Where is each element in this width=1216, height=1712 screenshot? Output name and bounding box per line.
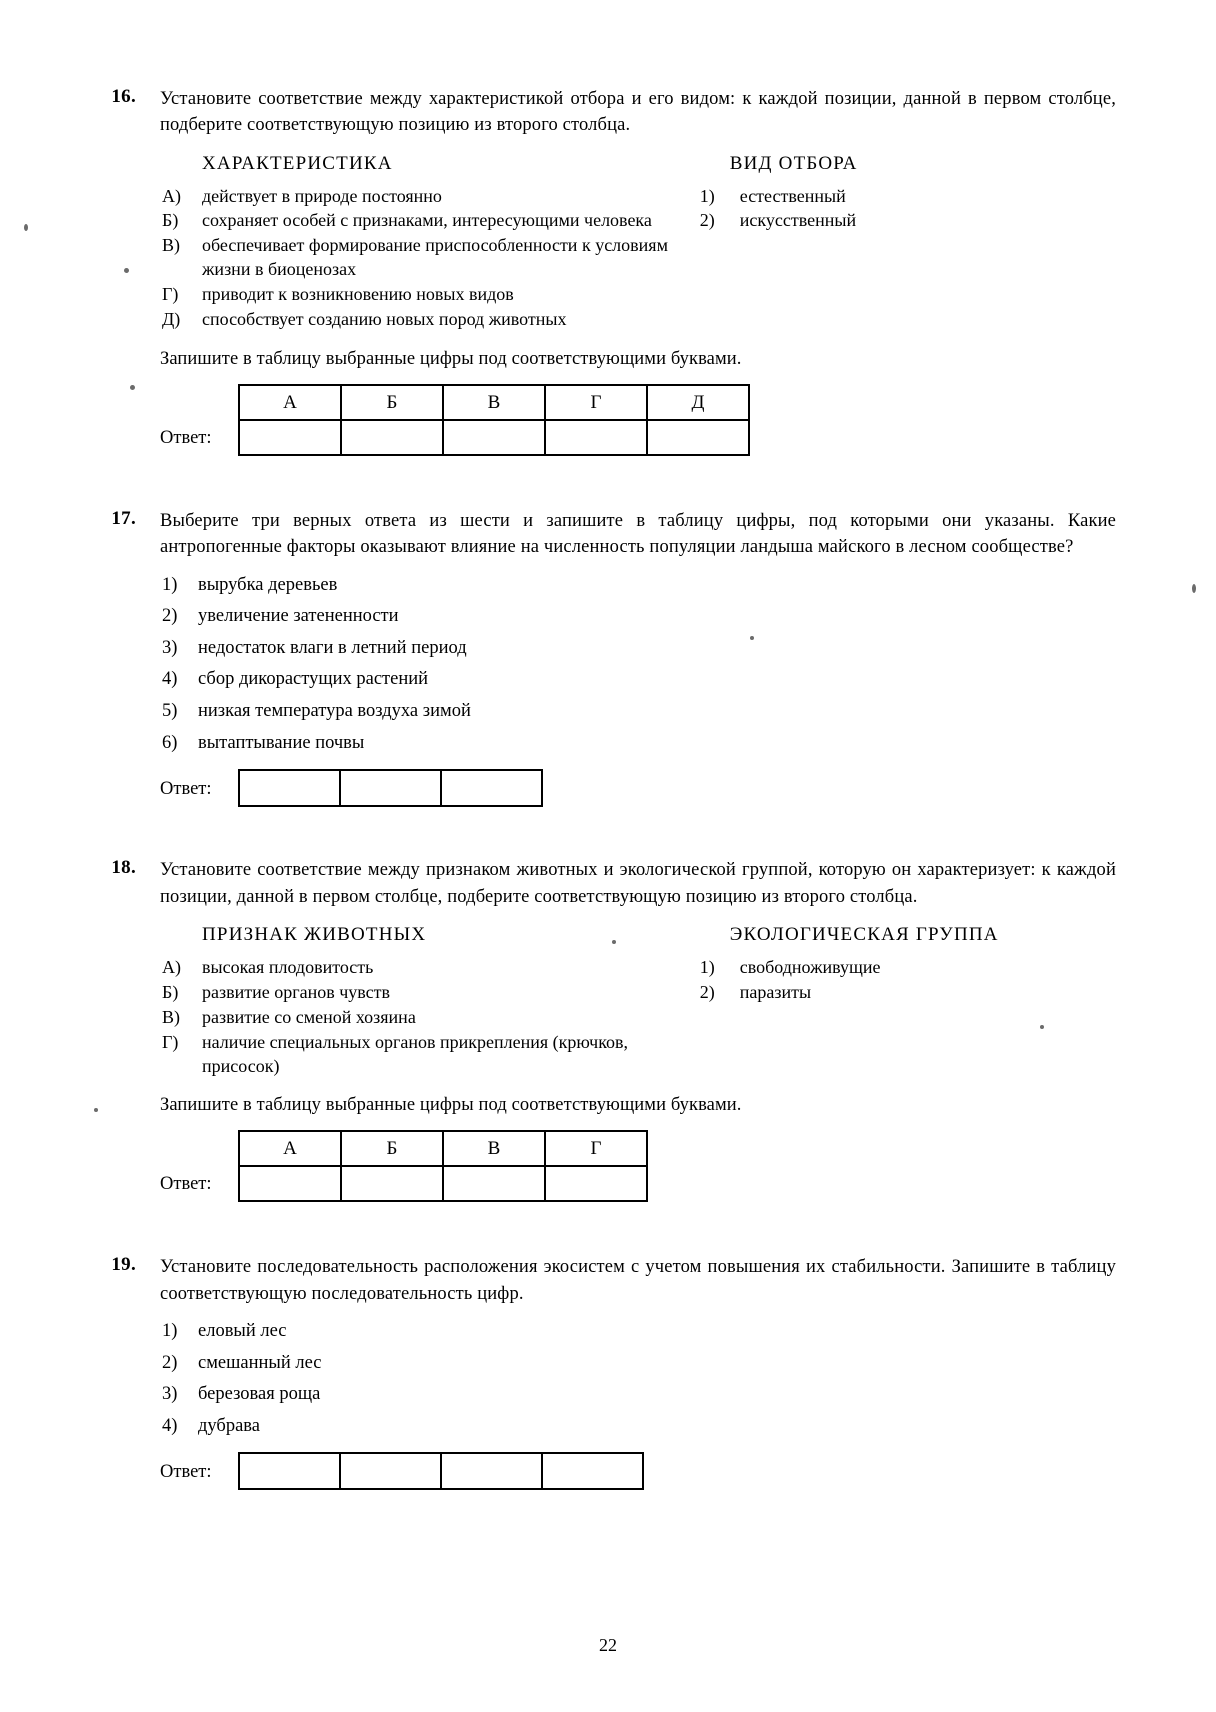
list-item — [160, 209, 698, 233]
item-text: дубрава — [198, 1415, 260, 1436]
match-left-column — [160, 153, 698, 334]
answer-input-cell[interactable] — [340, 1453, 441, 1489]
task-stem: Установите соответствие между характеристикой отбора и его видом: к каждой позиции, данной в первом столбце, подберите соответствующую позицию из второго столбца. — [160, 89, 1116, 136]
item-marker: Г) — [162, 284, 179, 305]
task-number: 19. — [111, 1254, 136, 1276]
page-number: 22 — [599, 1635, 617, 1655]
list-item — [160, 956, 698, 980]
answer-label: Ответ: — [160, 1174, 212, 1195]
answer-input-cell[interactable] — [441, 770, 542, 806]
item-text: способствует созданию новых пород животных — [202, 309, 567, 330]
item-text: недостаток влаги в летний период — [198, 637, 467, 658]
item-marker: Д) — [162, 309, 181, 330]
item-marker: В) — [162, 235, 180, 256]
match-columns — [160, 153, 1116, 334]
item-marker: 5) — [162, 701, 178, 722]
list-item — [160, 283, 698, 307]
item-text: увеличение затененности — [198, 606, 399, 627]
list-item — [698, 185, 1116, 209]
item-marker: 1) — [162, 1321, 178, 1341]
answer-header-cell: В — [443, 1131, 545, 1166]
list-item — [160, 731, 1116, 756]
item-text: смешанный лес — [198, 1352, 322, 1373]
item-text: высокая плодовитость — [202, 956, 374, 977]
match-right-column — [698, 153, 1116, 334]
item-marker: 1) — [699, 185, 715, 206]
table-row — [239, 385, 749, 420]
item-text: обеспечивает формирование приспособленности к условиям жизни в биоценозах — [202, 235, 668, 280]
item-text: свободноживущие — [739, 956, 881, 977]
list-item — [160, 1382, 1116, 1407]
item-marker: 3) — [162, 637, 178, 658]
item-marker: 4) — [162, 1415, 178, 1436]
list-item — [160, 573, 1116, 598]
table-row — [239, 420, 749, 455]
answer-header-cell: В — [443, 385, 545, 420]
item-marker: 6) — [162, 732, 178, 753]
answer-area — [160, 1452, 1116, 1490]
task-number: 16. — [111, 86, 136, 107]
answer-header-cell: Б — [341, 385, 443, 420]
answer-header-cell: А — [239, 385, 341, 420]
list-item — [160, 699, 1116, 724]
answer-input-cell[interactable] — [341, 1166, 443, 1201]
list-item — [160, 1414, 1116, 1439]
answer-header-cell: Б — [341, 1131, 443, 1166]
item-marker: 1) — [162, 574, 178, 595]
table-row — [239, 1453, 643, 1489]
item-marker: В) — [162, 1006, 180, 1027]
answer-area — [160, 384, 1116, 456]
list-item — [160, 1319, 1116, 1344]
answer-table — [238, 1130, 648, 1202]
answer-input-cell[interactable] — [542, 1453, 643, 1489]
item-marker: 2) — [699, 210, 715, 231]
item-text: сбор дикорастущих растений — [198, 669, 429, 690]
item-text: развитие органов чувств — [202, 981, 391, 1002]
item-marker: 2) — [162, 1352, 178, 1373]
item-text: вытаптывание почвы — [198, 732, 365, 753]
list-item — [698, 981, 1116, 1005]
item-text: паразиты — [739, 981, 812, 1002]
item-marker: Б) — [162, 210, 179, 231]
answer-input-cell[interactable] — [443, 1166, 545, 1201]
item-marker: А) — [162, 185, 181, 206]
task-number: 17. — [111, 508, 136, 530]
answer-table — [238, 769, 543, 807]
left-column-heading: ХАРАКТЕРИСТИКА — [202, 152, 393, 174]
answer-header-cell: Д — [647, 385, 749, 420]
table-row — [239, 1166, 647, 1201]
item-marker: 2) — [162, 606, 178, 627]
scan-speck — [24, 224, 28, 231]
answer-input-cell[interactable] — [239, 1166, 341, 1201]
answer-input-cell[interactable] — [239, 770, 340, 806]
item-marker: Г) — [162, 1031, 179, 1052]
answer-input-cell[interactable] — [647, 420, 749, 455]
answer-table — [238, 384, 750, 456]
item-text: сохраняет особей с признаками, интересующими человека — [202, 210, 652, 231]
option-list — [160, 573, 1116, 756]
item-marker: 3) — [162, 1384, 178, 1405]
list-item — [160, 1031, 698, 1079]
item-text: действует в природе постоянно — [202, 185, 442, 206]
right-column-heading: ВИД ОТБОРА — [729, 152, 858, 174]
scan-speck — [1192, 584, 1196, 593]
match-columns — [160, 924, 1116, 1080]
answer-label: Ответ: — [160, 779, 212, 800]
list-item — [160, 234, 698, 282]
answer-input-cell[interactable] — [239, 1453, 340, 1489]
task-17 — [96, 508, 1116, 807]
item-marker: 4) — [162, 669, 178, 690]
answer-area — [160, 1130, 1116, 1202]
answer-area — [160, 769, 1116, 807]
answer-table — [238, 1452, 644, 1490]
list-item — [160, 1006, 698, 1030]
list-item — [698, 956, 1116, 980]
table-row — [239, 1131, 647, 1166]
item-text: березовая роща — [198, 1384, 321, 1405]
match-right-column — [698, 924, 1116, 1080]
list-item — [160, 604, 1116, 629]
task-18 — [96, 857, 1116, 1202]
task-note: Запишите в таблицу выбранные цифры под соответствующими буквами. — [160, 1095, 742, 1116]
match-left-column — [160, 924, 698, 1080]
table-row — [239, 770, 542, 806]
answer-input-cell[interactable] — [340, 770, 441, 806]
list-item — [160, 308, 698, 332]
answer-input-cell[interactable] — [545, 420, 647, 455]
item-text: естественный — [739, 185, 846, 206]
task-note: Запишите в таблицу выбранные цифры под соответствующими буквами. — [160, 349, 742, 370]
list-item — [160, 636, 1116, 661]
list-item — [160, 667, 1116, 692]
answer-input-cell[interactable] — [341, 420, 443, 455]
answer-label: Ответ: — [160, 428, 212, 449]
list-item — [160, 185, 698, 209]
answer-input-cell[interactable] — [545, 1166, 647, 1201]
item-text: вырубка деревьев — [198, 574, 338, 595]
item-marker: 1) — [699, 956, 715, 977]
item-text: искусственный — [739, 210, 857, 231]
answer-header-cell: Г — [545, 1131, 647, 1166]
item-text: приводит к возникновению новых видов — [202, 284, 514, 305]
item-text: еловый лес — [198, 1321, 287, 1341]
task-stem: Выберите три верных ответа из шести и запишите в таблицу цифры, под которыми они указаны. Какие антропогенные факторы оказывают влияние на численность популяции ландыша майского в лесном сообществе? — [160, 511, 1116, 558]
list-item — [160, 1351, 1116, 1376]
list-item — [160, 981, 698, 1005]
item-text: развитие со сменой хозяина — [202, 1006, 416, 1027]
answer-header-cell: А — [239, 1131, 341, 1166]
left-column-heading: ПРИЗНАК ЖИВОТНЫХ — [202, 923, 427, 945]
task-number: 18. — [111, 857, 136, 879]
task-19 — [96, 1254, 1116, 1490]
answer-input-cell[interactable] — [443, 420, 545, 455]
task-stem: Установите последовательность расположения экосистем с учетом повышения их стабильности. Запишите в таблицу соответствующую последовательность цифр. — [160, 1257, 1116, 1304]
list-item — [698, 209, 1116, 233]
item-text: низкая температура воздуха зимой — [198, 701, 471, 722]
exam-tasks-container — [96, 86, 1116, 1524]
right-column-heading: ЭКОЛОГИЧЕСКАЯ ГРУППА — [729, 923, 999, 945]
option-list — [160, 1319, 1116, 1438]
answer-header-cell: Г — [545, 385, 647, 420]
item-marker: 2) — [699, 981, 715, 1002]
task-stem: Установите соответствие между признаком животных и экологической группой, которую он характеризует: к каждой позиции, данной в первом столбце, подберите соответствующую позицию из второго столбца. — [160, 860, 1116, 907]
item-text: наличие специальных органов прикрепления (крючков, присосок) — [202, 1031, 629, 1076]
task-16 — [96, 86, 1116, 456]
answer-input-cell[interactable] — [239, 420, 341, 455]
answer-label: Ответ: — [160, 1462, 212, 1483]
answer-input-cell[interactable] — [441, 1453, 542, 1489]
item-marker: Б) — [162, 981, 179, 1002]
item-marker: А) — [162, 956, 181, 977]
